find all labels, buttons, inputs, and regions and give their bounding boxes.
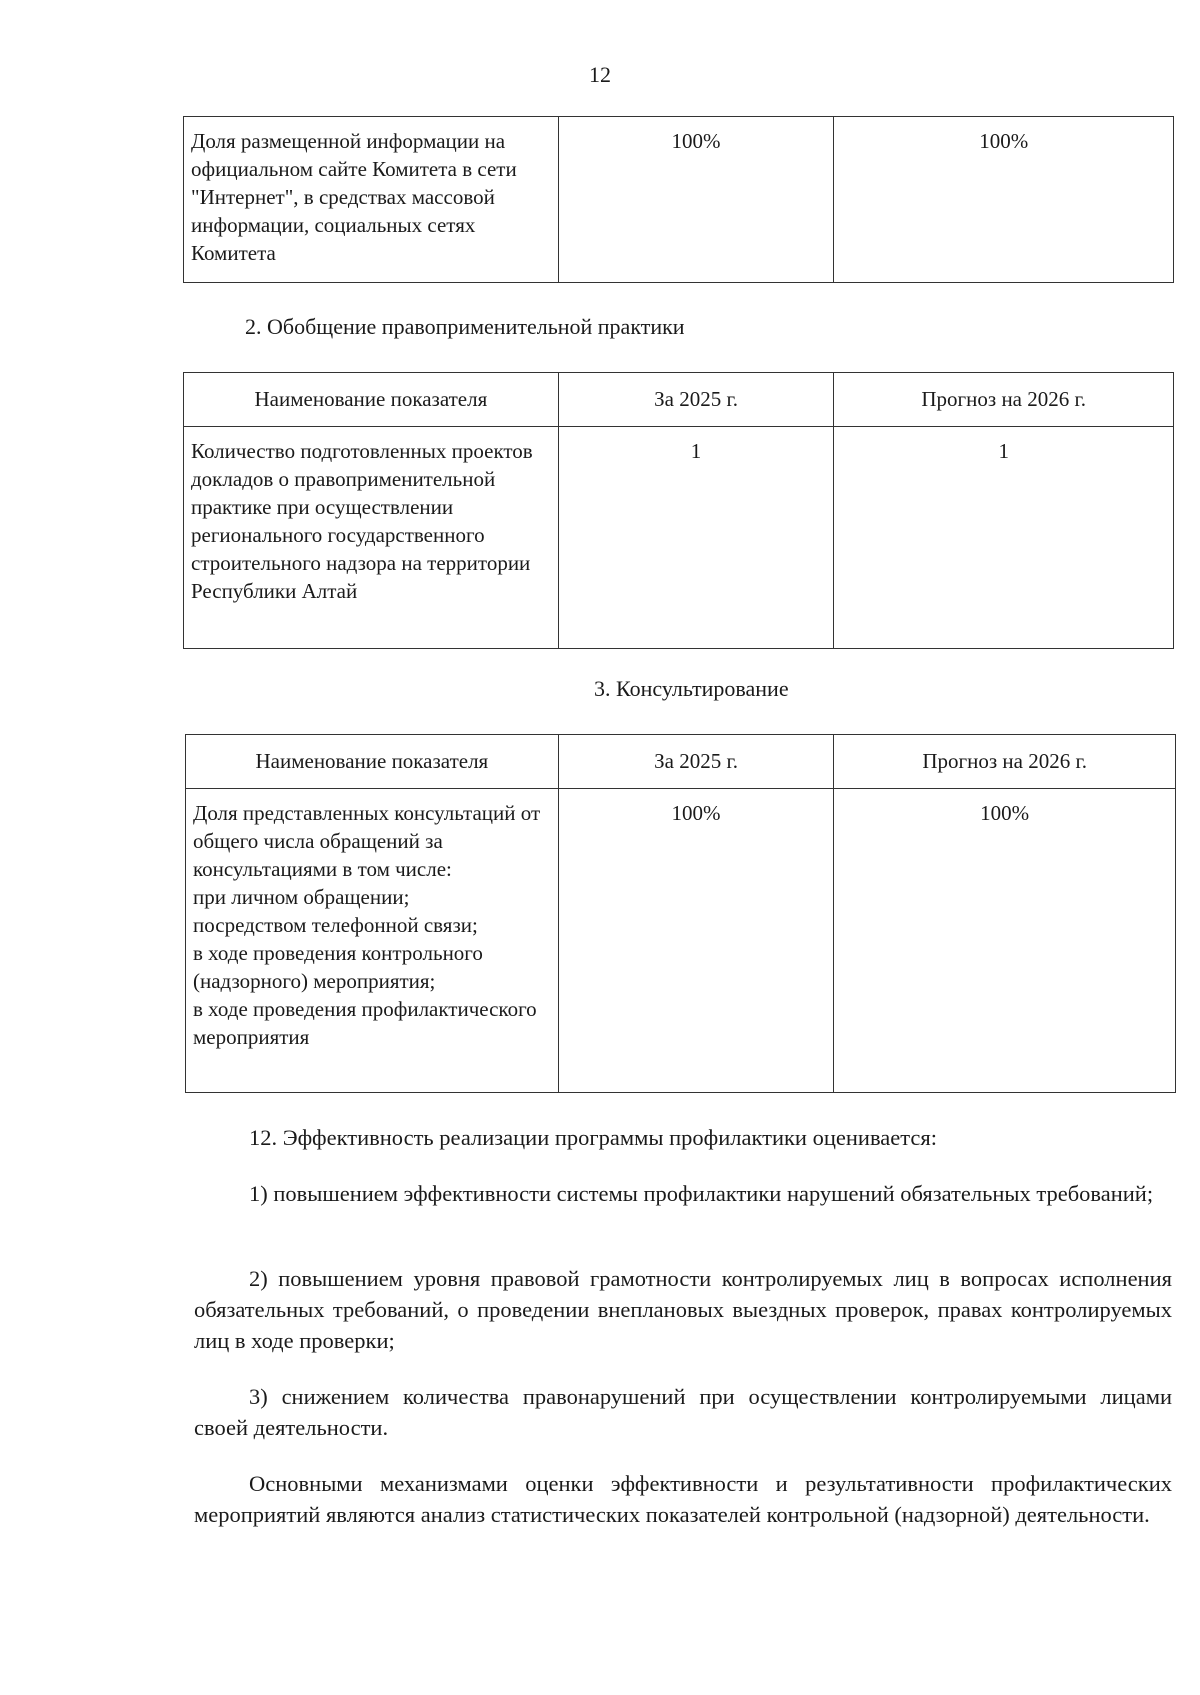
paragraph-effectiveness: 12. Эффективность реализации программы профилактики оценивается: [249,1125,937,1150]
forecast-2026: 100% [834,789,1176,1093]
table-information-share [183,116,1174,283]
indicator-line: посредством телефонной связи; [193,913,478,937]
section-title-consulting: 3. Консультирование [594,676,789,701]
indicator-line: в ходе проведения профилактического мероприятия [193,997,537,1049]
indicator-line: при личном обращении; [193,885,410,909]
table-row [184,427,1174,649]
forecast-2026: 100% [834,117,1174,283]
paragraph-mechanisms: Основными механизмами оценки эффективности и результативности профилактических мероприятий являются анализ статистических показателей контрольной (надзорной) деятельности. [194,1471,1172,1527]
page-number: 12 [589,62,611,87]
forecast-2026: 1 [834,427,1174,649]
indicator-name [186,789,559,1093]
paragraph-item-1: 1) повышением эффективности системы профилактики нарушений обязательных требований; [249,1181,1154,1206]
paragraph-item-2: 2) повышением уровня правовой грамотности контролируемых лиц в вопросах исполнения обязательных требований, о проведении внеплановых выездных проверок, правах контролируемых лиц в ходе проверки; [194,1266,1172,1353]
column-header-2026: Прогноз на 2026 г. [834,373,1174,427]
section-title-practice: 2. Обобщение правоприменительной практики [245,314,685,339]
column-header-indicator: Наименование показателя [184,373,559,427]
table-consulting [185,734,1176,1093]
column-header-2025: За 2025 г. [558,373,834,427]
indicator-name: Количество подготовленных проектов докладов о правоприменительной практике при осуществлении регионального государственного строительного надзора на территории Республики Алтай [184,427,559,649]
column-header-indicator: Наименование показателя [186,735,559,789]
table-row [186,789,1176,1093]
value-2025: 1 [558,427,834,649]
table-law-practice [183,372,1174,649]
indicator-line: Доля представленных консультаций от общего числа обращений за консультациями в том числе: [193,801,541,881]
table-row [184,117,1174,283]
value-2025: 100% [558,789,834,1093]
indicator-line: в ходе проведения контрольного (надзорного) мероприятия; [193,941,483,993]
indicator-name: Доля размещенной информации на официальном сайте Комитета в сети "Интернет", в средствах массовой информации, социальных сетях Комитета [184,117,559,283]
paragraph-item-3: 3) снижением количества правонарушений при осуществлении контролируемыми лицами своей деятельности. [194,1384,1172,1440]
table-header-row [186,735,1176,789]
value-2025: 100% [558,117,834,283]
column-header-2026: Прогноз на 2026 г. [834,735,1176,789]
column-header-2025: За 2025 г. [558,735,834,789]
table-header-row [184,373,1174,427]
